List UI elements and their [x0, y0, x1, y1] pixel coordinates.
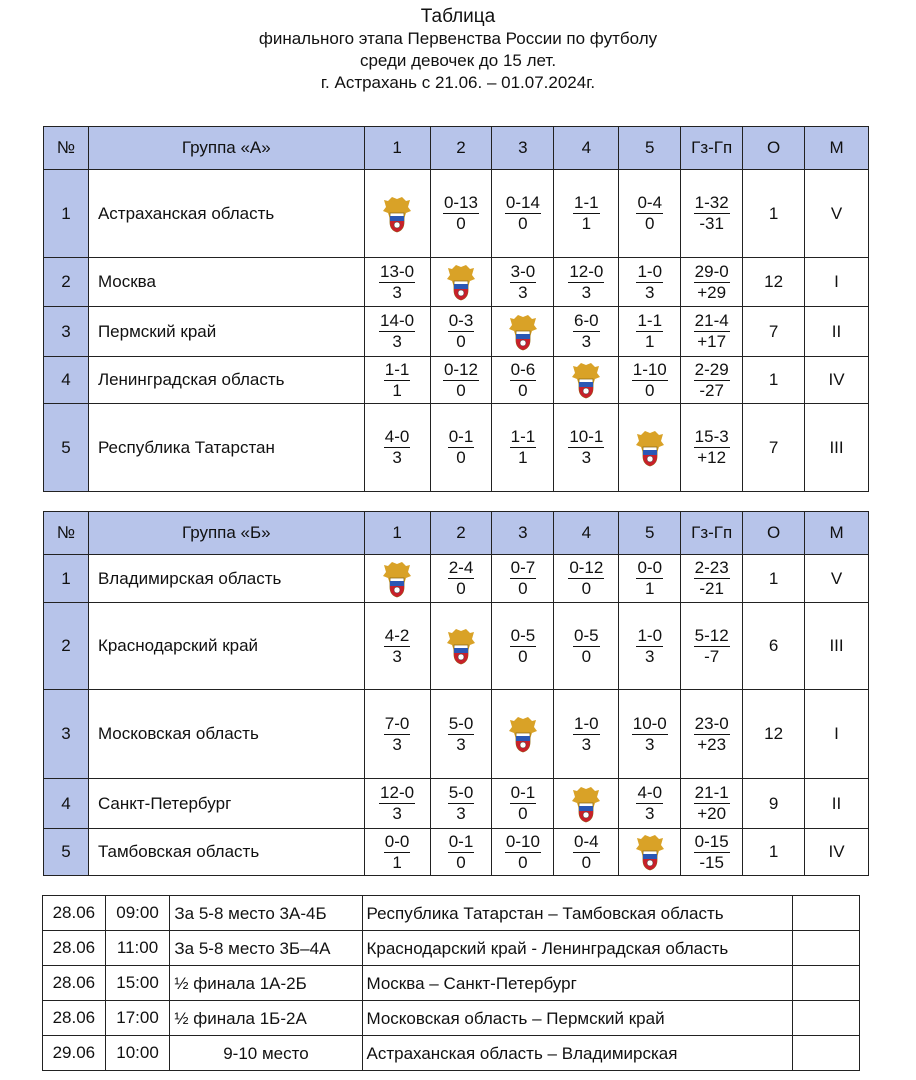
table-row [44, 555, 869, 603]
match-score: $\frac{0-5}{0}$ [574, 625, 599, 666]
points-cell: 1 [743, 829, 805, 876]
match-score: $\frac{1-0}{3}$ [637, 261, 663, 302]
rfs-emblem-icon [571, 361, 601, 399]
match-stage: За 5-8 место 3А-4Б [170, 896, 362, 931]
page-title [0, 6, 916, 94]
match-teams: Астраханская область – Владимирская [362, 1036, 793, 1071]
place-cell: I [805, 690, 869, 779]
match-score: $\frac{0-10}{0}$ [505, 831, 540, 872]
points-cell: 7 [743, 307, 805, 357]
goals-cell [681, 357, 743, 404]
self-match-cell [554, 357, 619, 404]
match-score: $\frac{1-1}{1}$ [574, 193, 599, 233]
result-cell [619, 357, 681, 404]
match-score: $\frac{1-0}{3}$ [637, 625, 663, 666]
match-stage: 9-10 место [170, 1036, 362, 1071]
match-score: $\frac{1-0}{3}$ [574, 713, 599, 754]
points-cell: 7 [743, 404, 805, 492]
result-cell [554, 258, 619, 307]
match-result [793, 966, 860, 1001]
rfs-emblem-icon [382, 195, 412, 233]
match-score: $\frac{4-0}{3}$ [384, 427, 410, 467]
result-cell [619, 690, 681, 779]
goal-difference: $\frac{2-23}{-21}$ [694, 558, 729, 598]
match-score: $\frac{0-7}{0}$ [510, 558, 536, 598]
goals-cell [681, 829, 743, 876]
result-cell [492, 555, 554, 603]
match-result [793, 896, 860, 931]
team-name: Астраханская область [88, 170, 364, 258]
rfs-emblem-icon [446, 627, 476, 665]
schedule-row [43, 1001, 860, 1036]
group-b-header-cell: 5 [619, 512, 681, 555]
self-match-cell [430, 603, 492, 690]
group-a-header-cell: 2 [430, 127, 492, 170]
goal-difference: $\frac{5-12}{-7}$ [694, 625, 729, 666]
result-cell [430, 690, 492, 779]
group-a-header [44, 127, 869, 170]
goals-cell [681, 690, 743, 779]
goal-difference: $\frac{1-32}{-31}$ [694, 193, 729, 233]
result-cell [364, 779, 430, 829]
match-score: $\frac{10-0}{3}$ [632, 713, 667, 754]
row-number: 4 [44, 779, 89, 829]
group-a-header-cell: Гз-Гп [681, 127, 743, 170]
schedule-row [43, 966, 860, 1001]
match-score: $\frac{14-0}{3}$ [380, 311, 415, 351]
rfs-emblem-icon [382, 560, 412, 598]
team-name: Ленинградская область [88, 357, 364, 404]
title-line-3: среди девочек до 15 лет. [359, 51, 557, 70]
group-a-header-cell: М [805, 127, 869, 170]
match-score: $\frac{12-0}{3}$ [569, 261, 604, 302]
match-score: $\frac{0-3}{0}$ [448, 311, 474, 351]
row-number: 2 [44, 603, 89, 690]
group-a-header-cell: № [44, 127, 89, 170]
match-score: $\frac{0-6}{0}$ [510, 359, 536, 400]
result-cell [492, 603, 554, 690]
result-cell [492, 829, 554, 876]
result-cell [364, 603, 430, 690]
rfs-emblem-icon [508, 715, 538, 753]
place-cell: III [805, 404, 869, 492]
match-teams: Республика Татарстан – Тамбовская область [362, 896, 793, 931]
match-stage: ½ финала 1Б-2А [170, 1001, 362, 1036]
goal-difference: $\frac{0-15}{-15}$ [694, 831, 729, 872]
self-match-cell [364, 170, 430, 258]
result-cell [492, 404, 554, 492]
place-cell: III [805, 603, 869, 690]
group-b-header-cell: Группа «Б» [88, 512, 364, 555]
group-b-header-cell: 1 [364, 512, 430, 555]
table-row [44, 307, 869, 357]
result-cell [554, 307, 619, 357]
match-score: $\frac{13-0}{3}$ [380, 261, 415, 302]
match-score: $\frac{0-13}{0}$ [443, 193, 478, 233]
result-cell [554, 603, 619, 690]
match-score: $\frac{0-1}{0}$ [448, 831, 474, 872]
table-row [44, 690, 869, 779]
match-score: $\frac{0-14}{0}$ [505, 193, 540, 233]
self-match-cell [430, 258, 492, 307]
result-cell [492, 258, 554, 307]
match-score: $\frac{0-1}{0}$ [448, 427, 474, 467]
place-cell: V [805, 170, 869, 258]
match-score: $\frac{6-0}{3}$ [574, 311, 599, 351]
place-cell: I [805, 258, 869, 307]
result-cell [554, 690, 619, 779]
row-number: 4 [44, 357, 89, 404]
match-score: $\frac{4-2}{3}$ [384, 625, 410, 666]
team-name: Пермский край [88, 307, 364, 357]
points-cell: 9 [743, 779, 805, 829]
goals-cell [681, 404, 743, 492]
match-date: 28.06 [43, 931, 106, 966]
team-name: Московская область [88, 690, 364, 779]
result-cell [619, 555, 681, 603]
match-time: 11:00 [105, 931, 170, 966]
rfs-emblem-icon [508, 313, 538, 351]
place-cell: II [805, 779, 869, 829]
match-score: $\frac{0-4}{0}$ [574, 831, 599, 872]
match-score: $\frac{0-5}{0}$ [510, 625, 536, 666]
match-date: 28.06 [43, 896, 106, 931]
match-score: $\frac{5-0}{3}$ [448, 713, 474, 754]
result-cell [364, 404, 430, 492]
rfs-emblem-icon [635, 833, 665, 871]
group-b-header-cell: Гз-Гп [681, 512, 743, 555]
result-cell [364, 307, 430, 357]
team-name: Владимирская область [88, 555, 364, 603]
goals-cell [681, 779, 743, 829]
result-cell [430, 779, 492, 829]
goal-difference: $\frac{23-0}{+23}$ [694, 713, 729, 754]
result-cell [619, 258, 681, 307]
rfs-emblem-icon [635, 429, 665, 467]
match-time: 17:00 [105, 1001, 170, 1036]
result-cell [364, 357, 430, 404]
rfs-emblem-icon [571, 785, 601, 823]
schedule-row [43, 1036, 860, 1071]
match-score: $\frac{0-4}{0}$ [637, 193, 663, 233]
result-cell [364, 829, 430, 876]
points-cell: 12 [743, 690, 805, 779]
title-line-4: г. Астрахань с 21.06. – 01.07.2024г. [320, 73, 596, 92]
title-line-2: финального этапа Первенства России по футболу [258, 29, 658, 48]
team-name: Тамбовская область [88, 829, 364, 876]
group-a-header-cell: 5 [619, 127, 681, 170]
match-score: $\frac{0-12}{0}$ [443, 359, 478, 400]
match-score: $\frac{0-1}{0}$ [510, 783, 536, 823]
group-a-header-cell: Группа «А» [88, 127, 364, 170]
match-date: 29.06 [43, 1036, 106, 1071]
group-b-header-cell: 4 [554, 512, 619, 555]
row-number: 5 [44, 829, 89, 876]
goals-cell [681, 307, 743, 357]
match-score: $\frac{1-10}{0}$ [632, 359, 667, 400]
result-cell [619, 779, 681, 829]
row-number: 1 [44, 555, 89, 603]
goal-difference: $\frac{21-4}{+17}$ [694, 311, 729, 351]
self-match-cell [554, 779, 619, 829]
goals-cell [681, 603, 743, 690]
group-a-header-cell: 3 [492, 127, 554, 170]
result-cell [492, 170, 554, 258]
result-cell [430, 307, 492, 357]
match-time: 09:00 [105, 896, 170, 931]
match-score: $\frac{0-0}{1}$ [637, 558, 663, 598]
table-row [44, 779, 869, 829]
row-number: 1 [44, 170, 89, 258]
match-score: $\frac{5-0}{3}$ [448, 783, 474, 823]
match-score: $\frac{1-1}{1}$ [510, 427, 536, 467]
goals-cell [681, 170, 743, 258]
match-teams: Московская область – Пермский край [362, 1001, 793, 1036]
result-cell [554, 404, 619, 492]
match-result [793, 1001, 860, 1036]
schedule-row [43, 931, 860, 966]
table-row [44, 258, 869, 307]
match-result [793, 1036, 860, 1071]
match-score: $\frac{0-12}{0}$ [569, 558, 604, 598]
schedule-table [42, 895, 860, 1071]
group-b-header [44, 512, 869, 555]
result-cell [554, 170, 619, 258]
result-cell [554, 829, 619, 876]
match-score: $\frac{2-4}{0}$ [448, 558, 474, 598]
title-line-1: Таблица [420, 6, 496, 27]
result-cell [619, 307, 681, 357]
place-cell: V [805, 555, 869, 603]
team-name: Москва [88, 258, 364, 307]
match-time: 10:00 [105, 1036, 170, 1071]
place-cell: II [805, 307, 869, 357]
team-name: Краснодарский край [88, 603, 364, 690]
rfs-emblem-icon [446, 263, 476, 301]
row-number: 3 [44, 690, 89, 779]
team-name: Республика Татарстан [88, 404, 364, 492]
group-b-header-cell: 2 [430, 512, 492, 555]
team-name: Санкт-Петербург [88, 779, 364, 829]
match-score: $\frac{0-0}{1}$ [384, 831, 410, 872]
group-b-header-cell: 3 [492, 512, 554, 555]
group-b-header-cell: № [44, 512, 89, 555]
result-cell [430, 404, 492, 492]
result-cell [430, 829, 492, 876]
group-a-header-cell: О [743, 127, 805, 170]
self-match-cell [492, 690, 554, 779]
self-match-cell [492, 307, 554, 357]
result-cell [492, 779, 554, 829]
row-number: 3 [44, 307, 89, 357]
match-teams: Москва – Санкт-Петербург [362, 966, 793, 1001]
group-a-table [43, 126, 869, 492]
result-cell [430, 170, 492, 258]
table-row [44, 170, 869, 258]
self-match-cell [364, 555, 430, 603]
group-b-header-cell: М [805, 512, 869, 555]
match-score: $\frac{4-0}{3}$ [637, 783, 663, 823]
match-time: 15:00 [105, 966, 170, 1001]
result-cell [430, 555, 492, 603]
match-stage: ½ финала 1А-2Б [170, 966, 362, 1001]
goal-difference: $\frac{2-29}{-27}$ [694, 359, 729, 400]
table-row [44, 603, 869, 690]
points-cell: 1 [743, 555, 805, 603]
result-cell [619, 170, 681, 258]
result-cell [364, 258, 430, 307]
table-row [44, 829, 869, 876]
match-stage: За 5-8 место 3Б–4А [170, 931, 362, 966]
match-date: 28.06 [43, 966, 106, 1001]
row-number: 5 [44, 404, 89, 492]
schedule-row [43, 896, 860, 931]
table-row [44, 404, 869, 492]
goal-difference: $\frac{29-0}{+29}$ [694, 261, 729, 302]
match-date: 28.06 [43, 1001, 106, 1036]
place-cell: IV [805, 357, 869, 404]
match-score: $\frac{10-1}{3}$ [569, 427, 604, 467]
result-cell [619, 603, 681, 690]
place-cell: IV [805, 829, 869, 876]
goals-cell [681, 258, 743, 307]
self-match-cell [619, 829, 681, 876]
row-number: 2 [44, 258, 89, 307]
points-cell: 1 [743, 357, 805, 404]
result-cell [492, 357, 554, 404]
match-score: $\frac{3-0}{3}$ [510, 261, 536, 302]
goal-difference: $\frac{21-1}{+20}$ [694, 783, 729, 823]
result-cell [364, 690, 430, 779]
result-cell [554, 555, 619, 603]
match-score: $\frac{1-1}{1}$ [384, 359, 410, 400]
match-score: $\frac{7-0}{3}$ [384, 713, 410, 754]
match-teams: Краснодарский край - Ленинградская область [362, 931, 793, 966]
match-score: $\frac{1-1}{1}$ [637, 311, 663, 351]
match-score: $\frac{12-0}{3}$ [380, 783, 415, 823]
group-b-header-cell: О [743, 512, 805, 555]
points-cell: 6 [743, 603, 805, 690]
group-a-header-cell: 4 [554, 127, 619, 170]
table-row [44, 357, 869, 404]
points-cell: 1 [743, 170, 805, 258]
goals-cell [681, 555, 743, 603]
group-b-table [43, 511, 869, 876]
goal-difference: $\frac{15-3}{+12}$ [694, 427, 729, 467]
points-cell: 12 [743, 258, 805, 307]
self-match-cell [619, 404, 681, 492]
group-a-header-cell: 1 [364, 127, 430, 170]
match-result [793, 931, 860, 966]
result-cell [430, 357, 492, 404]
